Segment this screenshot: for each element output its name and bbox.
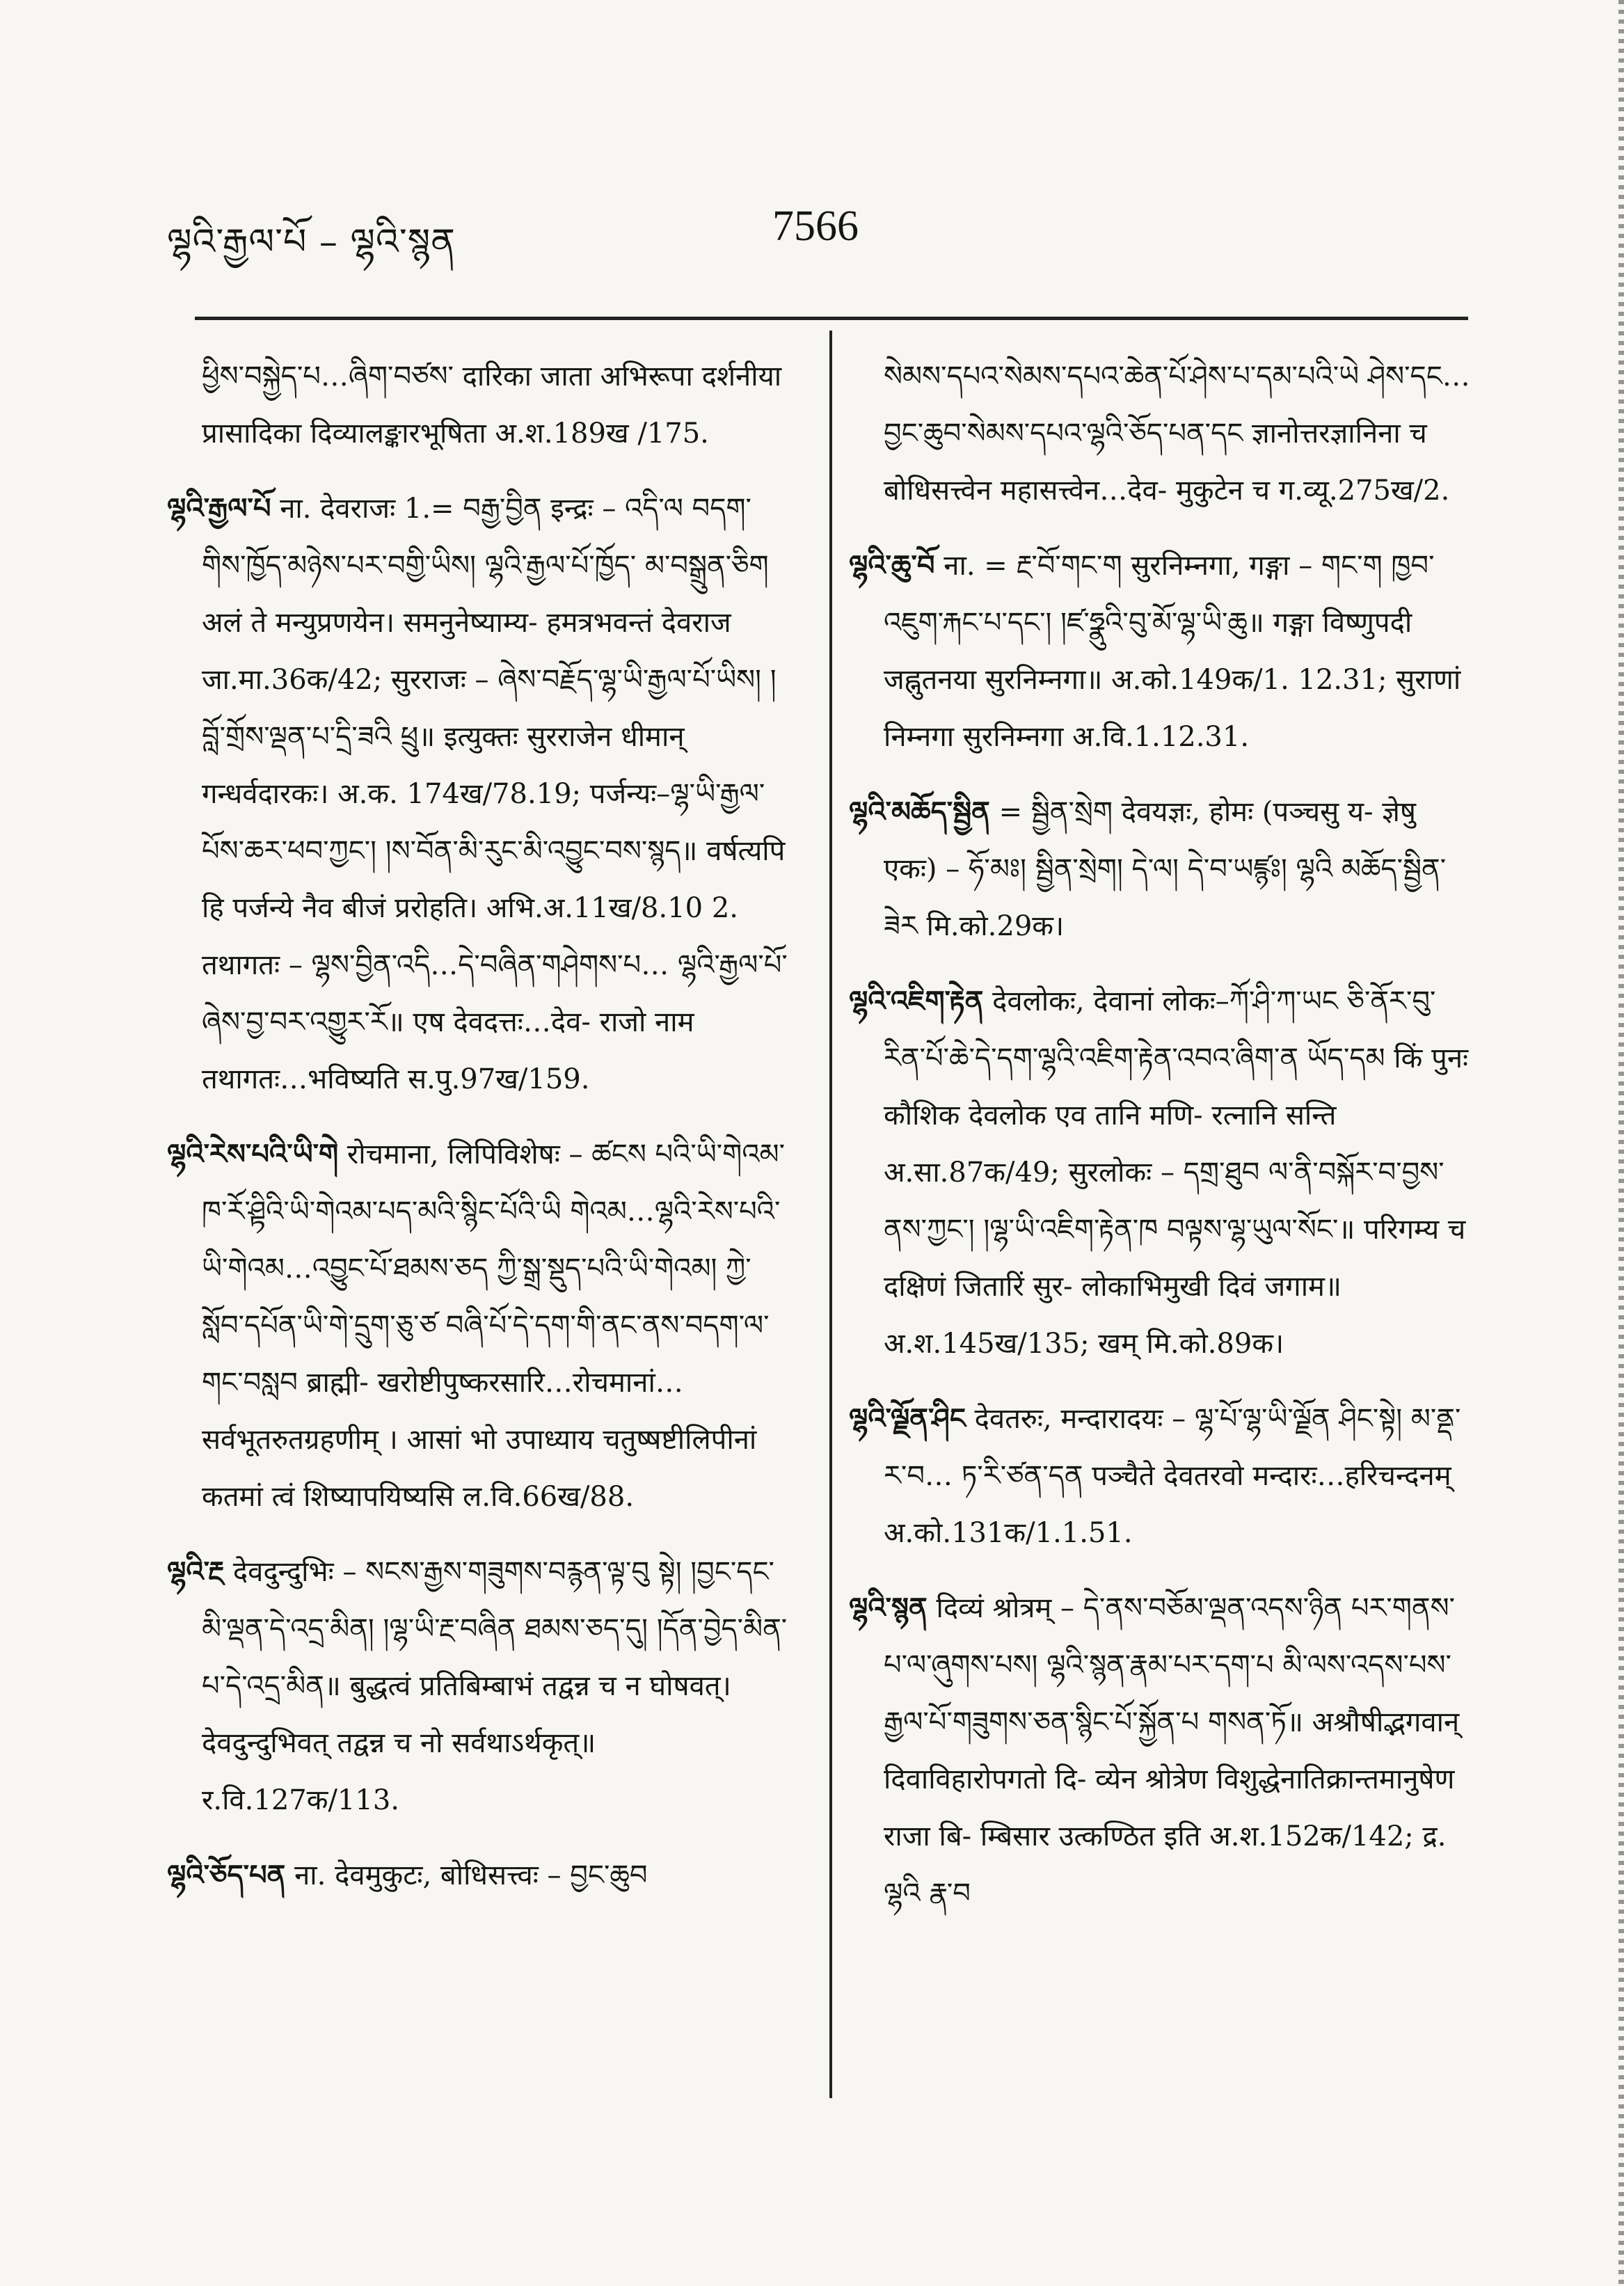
entry-continuation: སེམས་དཔའ་སེམས་དཔའ་ཆེན་པོ་ཤེས་པ་དམ་པའི་ཡེ ཤེས་དང… བྱང་ཆུབ་སེམས་དཔའ་ལྷའི་ཅོད་པན་དང ज्ञानोत्तरज्ञानिना च बोधिसत्त्वेन महासत्त्वेन…देव- मुकुटेन च ग.व्यू.275ख/2. (884, 360, 1470, 507)
running-head: ལྷའི་རྒྱལ་པོ – ལྷའི་སྙན (167, 221, 456, 263)
dictionary-entry (849, 784, 1475, 955)
entry-body: ना. देवराजः 1.= བརྒྱ་བྱིན इन्द्रः – འདི་ལ བདག་གིས་ཁྱོད་མཉེས་པར་བགྱི་ཡིས། ལྷའི་རྒྱལ་པོ་ཁྱོད་ མ་བསྒྲུན་ཅིག अलं ते मन्युप्रणयेन। समनुनेष्याम्य- हमत्रभवन्तं देवराज जा.मा.36क/42; सुरराजः – ཞེས་བརྗོད་ལྷ་ཡི་རྒྱལ་པོ་ཡིས། །བློ་གྲོས་ལྡན་པ་དྲི་ཟའི ཕྲུ॥ इत्युक्तः सुरराजेन धीमान् गन्धर्वदारकः। अ.क. 174ख/78.19; पर्जन्यः–ལྷ་ཡི་རྒྱལ་པོས་ཆར་ཕབ་ཀྱང་། །ས་བོན་མི་རུང་མི་འབྱུང་བས་སྙད॥ वर्षत्यपि हि पर्जन्ये नैव बीजं प्ररोहति। अभि.अ.11ख/8.10 2. तथागतः – ལྷས་བྱིན་འདི…དེ་བཞིན་གཤེགས་པ… ལྷའི་རྒྱལ་པོ་ཞེས་བྱ་བར་འགྱུར་རོ॥ एष देवदत्तः…देव- राजो नाम तथागतः…भविष्यति स.पु.97ख/159. (202, 493, 788, 1095)
dictionary-entry (849, 1390, 1475, 1562)
entry-headword: ལྷའི་ཅོད་པན (167, 1859, 286, 1891)
header-rule (195, 317, 1468, 320)
dictionary-entry (849, 537, 1475, 765)
entry-headword: ལྷའི་སྙན (849, 1592, 928, 1624)
entry-body: रोचमाना, लिपिविशेषः – ཚངས པའི་ཡི་གེའམ་ཁ་རོ་ཤྟིའི་ཡི་གེའམ་པད་མའི་སྙིང་པོའི་ཡི གེའམ…ལྷའི་རེས་པའི་ཡི་གེའམ…འབྱུང་པོ་ཐམས་ཅད ཀྱི་སྒྲ་སྡུད་པའི་ཡི་གེའམ། ཀྱེ་སློབ་དཔོན་ཡི་གེ་དྲུག་ཅུ་ཙ བཞི་པོ་དེ་དག་གི་ནང་ནས་བདག་ལ་གང་བསླབ ब्राह्मी- खरोष्टीपुष्करसारि…रोचमानां…सर्वभूतरुतग्रहणीम् । आसां भो उपाध्याय चतुष्षष्टीलिपीनां कतमां त्वं शिष्यापयिष्यसि ल.वि.66ख/88. (202, 1138, 786, 1513)
binding-edge (1618, 0, 1624, 2286)
entry-headword: ལྷའི་རྒྱལ་པོ (167, 492, 271, 525)
dictionary-entry (167, 1543, 793, 1829)
dictionary-entry (167, 1847, 793, 1904)
entry-body: = སྦྱིན་སྲེག देवयज्ञः, होमः (पञ्चसु य- ज्ञेषु एकः) – ཧོ་མཿ། སྦྱིན་སྲེག། དེ་ལ། དེ་བ་ཡཛྙཿ། ལྷའི མཆོད་སྦྱིན་ཟེར मि.को.29क। (884, 796, 1447, 942)
entry-body: ना. = རྔ་བོ་གང་ག सुरनिम्नगा, गङ्गा – གང་ག ཁྱབ་འཇུག་རྐང་པ་དང་། །ཛ་ཧྣུའི་བུ་མོ་ལྷ་ཡི་ཆུ॥ गङ्गा विष्णुपदी जह्नुतनया सुरनिम्नगा॥ अ.को.149क/1. 12.31; सुराणां निम्नगा सुरनिम्नगा अ.वि.1.12.31. (884, 550, 1461, 753)
entry-body: देवलोकः, देवानां लोकः–ཀོ་ཤི་ཀ་ཡང ཅི་ནོར་བུ་རིན་པོ་ཆེ་དེ་དག་ལྷའི་འཇིག་རྟེན་འབའ་ཞིག་ན ཡོད་དམ किं पुनः कौशिक देवलोक एव तानि मणि- रत्नानि सन्ति अ.सा.87क/49; सुरलोकः – དགྲ་ཐུབ ལ་ནི་བསྐོར་བ་བྱས་ནས་ཀྱང་། །ལྷ་ཡི་འཇིག་རྟེན་ཁ བལྟས་ལྷ་ཡུལ་སོང་॥ परिगम्य च दक्षिणं जितारिं सुर- लोकाभिमुखी दिवं जगाम॥ अ.श.145ख/135; खम् मि.को.89क। (884, 985, 1469, 1360)
entry-headword: ལྷའི་རེས་པའི་ཡི་གེ (167, 1138, 339, 1170)
entry-body: ना. देवमुकुटः, बोधिसत्त्वः – བྱང་ཆུབ (294, 1859, 648, 1891)
entry-headword: ལྷའི་ཆུ་བོ (849, 549, 935, 582)
dictionary-entry (167, 1126, 793, 1525)
entry-headword: ལྷའི་ལྗོན་ཤིང (849, 1402, 966, 1435)
entry-body: देवदुन्दुभिः – སངས་རྒྱས་གཟུགས་བརྙན་ལྟ་བུ སྟེ། །བྱང་དང་མི་ལྡན་དེ་འདྲ་མིན། །ལྷ་ཡི་རྔ་བཞིན ཐམས་ཅད་དུ། །དོན་བྱེད་མིན་པ་དེ་འདྲ་མིན॥ बुद्धत्वं प्रतिबिम्बाभं तद्वन्न च न घोषवत्। देवदुन्दुभिवत् तद्वन्न च नो सर्वथाऽर्थकृत्॥ र.वि.127क/113. (202, 1556, 788, 1816)
entry-continuation: ཕྱིས་བསྐྱེད་པ…ཞིག་བཙས་ दारिका जाता अभिरूपा दर्शनीया प्रासादिका दिव्यालङ्कारभूषिता अ.श.189ख /175. (202, 360, 782, 450)
dictionary-entry (849, 973, 1475, 1372)
entry-body: दिव्यं श्रोत्रम् – དེ་ནས་བཅོམ་ལྡན་འདས་ཉིན པར་གནས་པ་ལ་ཞུགས་པས། ལྷའི་སྙན་རྣམ་པར་དག་པ མི་ལས་འདས་པས་རྒྱལ་པོ་གཟུགས་ཅན་སྙིང་པོ་སྐྱོན་པ གསན་ཏོ॥ अश्रौषीद्भगवान् दिवाविहारोपगतो दि- व्येन श्रोत्रेण विशुद्धेनातिक्रान्तमानुषेण राजा बि- म्बिसार उत्कण्ठित इति अ.श.152क/142; द्र. ལྷའི རྣ་བ (884, 1592, 1460, 1910)
entry-headword: ལྷའི་མཆོད་སྦྱིན (849, 795, 990, 828)
column-divider (829, 331, 832, 2098)
entry-body: देवतरुः, मन्दारादयः – ལྷ་པོ་ལྷ་ཡི་ལྗོན ཤིང་སྟེ། མ་ནྡ་ར་བ… ཏ་རི་ཙན་དན पञ्चैते देवतरवो मन्दारः…हरिचन्दनम् अ.को.131क/1.1.51. (884, 1403, 1461, 1549)
left-column (167, 348, 793, 1922)
dictionary-entry (167, 480, 793, 1108)
page-number: 7566 (772, 203, 859, 250)
entry-headword: ལྷའི་འཇིག་རྟེན (849, 985, 984, 1017)
entry-headword: ལྷའི་རྔ (167, 1555, 225, 1588)
right-column (849, 348, 1475, 1940)
dictionary-entry (849, 1580, 1475, 1922)
